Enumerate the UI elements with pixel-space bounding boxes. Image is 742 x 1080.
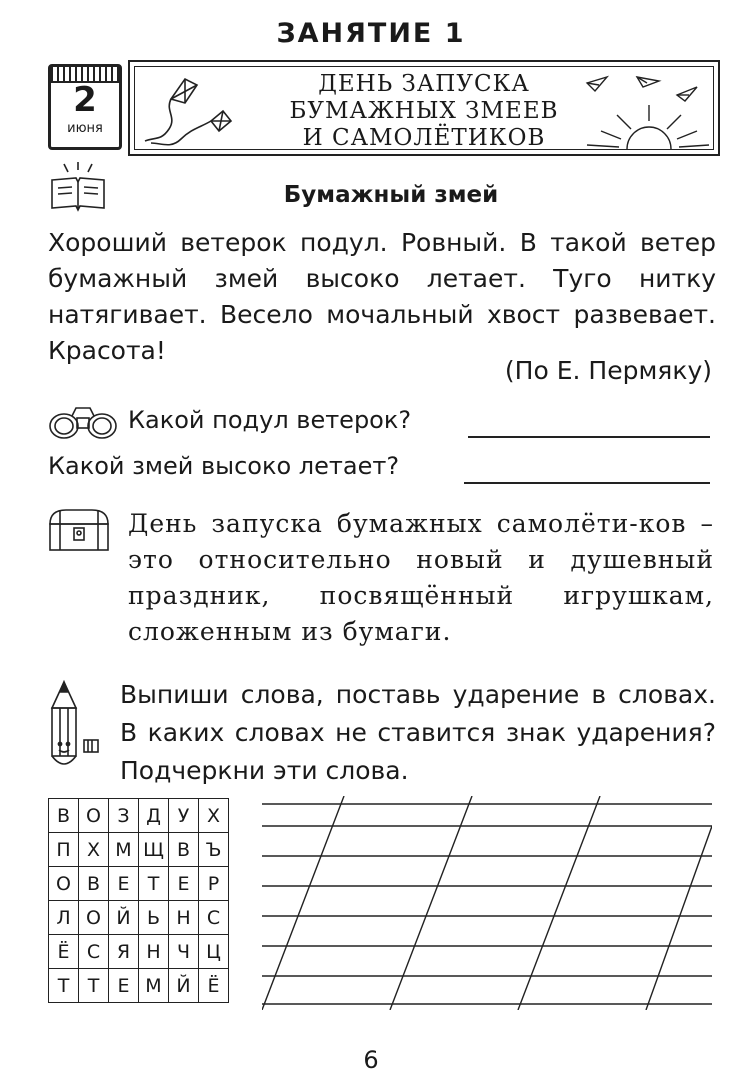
- question-1: Какой подул ветерок?: [128, 406, 412, 434]
- grid-cell: В: [79, 867, 109, 901]
- grid-cell: Е: [109, 867, 139, 901]
- grid-row: [49, 867, 229, 901]
- grid-cell: О: [79, 901, 109, 935]
- grid-cell: Я: [109, 935, 139, 969]
- reading-title: Бумажный змей: [283, 182, 499, 208]
- grid-cell: Т: [79, 969, 109, 1003]
- grid-cell: В: [169, 833, 199, 867]
- grid-cell: Е: [169, 867, 199, 901]
- grid-cell: Ь: [139, 901, 169, 935]
- question-2: Какой змей высоко летает?: [48, 452, 400, 480]
- answer-line-1[interactable]: [468, 436, 710, 438]
- grid-cell: Е: [109, 969, 139, 1003]
- pencil-icon: [44, 678, 106, 774]
- grid-cell: Ч: [169, 935, 199, 969]
- reading-text: [48, 225, 716, 369]
- grid-cell: Й: [169, 969, 199, 1003]
- grid-cell: Й: [109, 901, 139, 935]
- grid-row: [49, 799, 229, 833]
- grid-cell: Р: [199, 867, 229, 901]
- grid-cell: М: [109, 833, 139, 867]
- calendar-month: июня: [67, 121, 103, 136]
- fact-text: День запуска бумажных самолёти-ков – это относительно новый и душевный праздник, посвящённый игрушкам, сложенным из бумаги.: [128, 509, 714, 646]
- banner-line-1: ДЕНЬ ЗАПУСКА: [318, 71, 530, 97]
- reading-body: Хороший ветерок подул. Ровный. В такой ветер бумажный змей высоко летает. Туго нитку натягивает. Весело мочальный хвост развевает. Красота!: [48, 228, 716, 365]
- reading-author: (По Е. Пермяку): [504, 356, 712, 385]
- treasure-chest-icon: [46, 506, 112, 554]
- banner-line-3: И САМОЛЁТИКОВ: [302, 125, 546, 151]
- grid-cell: Ц: [199, 935, 229, 969]
- grid-cell: Щ: [139, 833, 169, 867]
- grid-cell: Л: [49, 901, 79, 935]
- page-number: 6: [363, 1046, 379, 1074]
- grid-cell: У: [169, 799, 199, 833]
- grid-cell: О: [79, 799, 109, 833]
- grid-cell: Н: [169, 901, 199, 935]
- grid-cell: Х: [79, 833, 109, 867]
- grid-row: [49, 901, 229, 935]
- grid-cell: Ъ: [199, 833, 229, 867]
- grid-cell: З: [109, 799, 139, 833]
- banner-line-2: БУМАЖНЫХ ЗМЕЕВ: [289, 98, 559, 124]
- grid-row: [49, 935, 229, 969]
- grid-cell: С: [79, 935, 109, 969]
- writing-lines[interactable]: [262, 796, 712, 1010]
- grid-cell: Ё: [199, 969, 229, 1003]
- grid-row: [49, 969, 229, 1003]
- grid-cell: Ё: [49, 935, 79, 969]
- grid-cell: В: [49, 799, 79, 833]
- letter-grid: [48, 798, 229, 1003]
- grid-cell: О: [49, 867, 79, 901]
- grid-cell: П: [49, 833, 79, 867]
- grid-row: [49, 833, 229, 867]
- grid-cell: Т: [139, 867, 169, 901]
- grid-cell: Т: [49, 969, 79, 1003]
- lesson-banner: [128, 60, 720, 156]
- task-instructions: Выпиши слова, поставь ударение в словах. В каких словах не ставится знак ударения? Подчеркни эти слова.: [120, 680, 716, 785]
- grid-cell: Д: [139, 799, 169, 833]
- sun-icon: [581, 91, 711, 149]
- answer-line-2[interactable]: [464, 482, 710, 484]
- calendar-day: 2: [73, 80, 97, 120]
- grid-cell: Х: [199, 799, 229, 833]
- grid-cell: С: [199, 901, 229, 935]
- binoculars-icon: [46, 404, 120, 442]
- grid-cell: М: [139, 969, 169, 1003]
- grid-cell: Н: [139, 935, 169, 969]
- calendar-icon: [48, 64, 122, 150]
- lesson-title: ЗАНЯТИЕ 1: [276, 18, 466, 49]
